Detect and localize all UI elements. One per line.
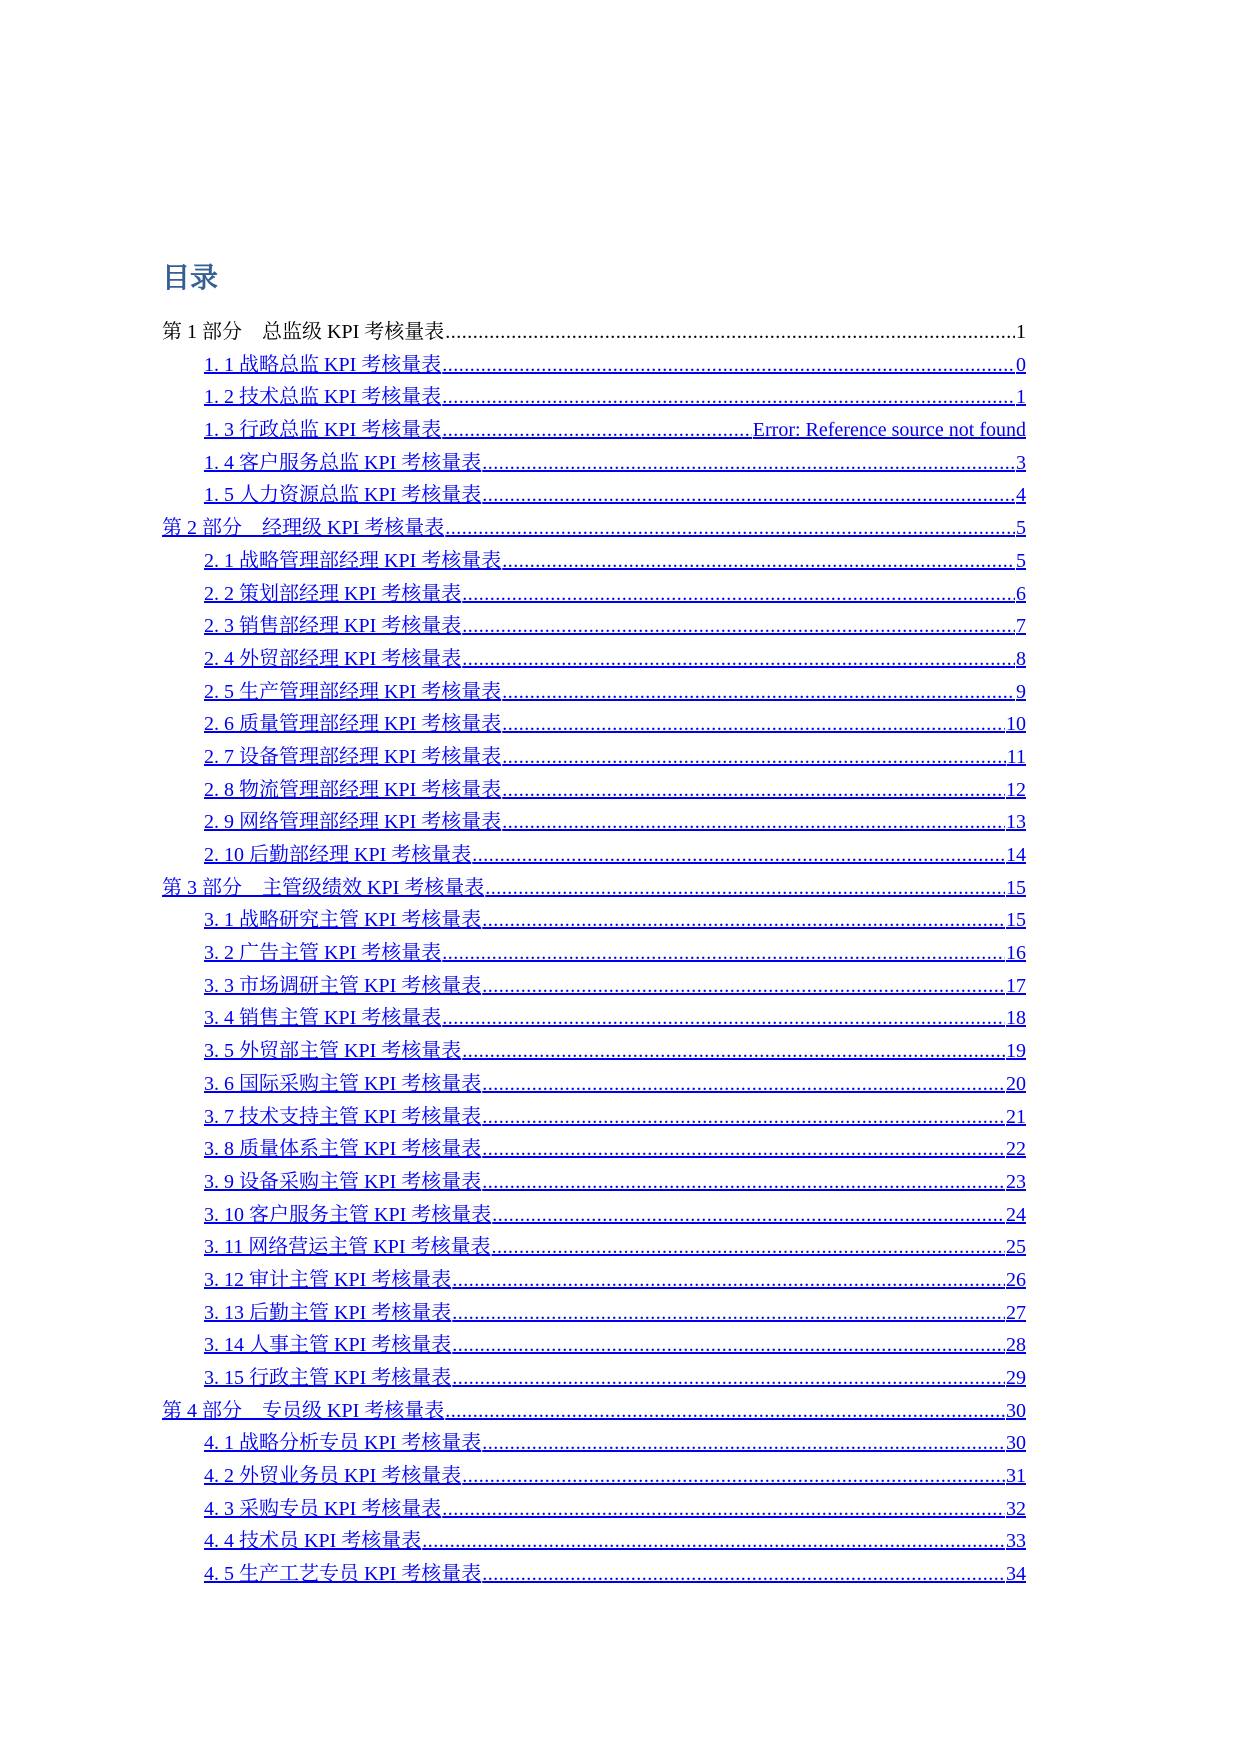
toc-entry-page-number: 7 [1016, 615, 1026, 638]
toc-entry-page-number: 21 [1006, 1105, 1026, 1128]
dot-leader [442, 349, 1015, 382]
toc-entry-label: 3. 14 人事主管 KPI 考核量表 [204, 1334, 452, 1357]
toc-entry-label: 2. 8 物流管理部经理 KPI 考核量表 [204, 778, 502, 801]
dot-leader [491, 1231, 1005, 1264]
toc-entry-page-number: 6 [1016, 582, 1026, 605]
toc-entry-label: 4. 2 外贸业务员 KPI 考核量表 [204, 1465, 462, 1488]
toc-entry-page-number: 30 [1006, 1399, 1026, 1422]
toc-entry-label: 3. 7 技术支持主管 KPI 考核量表 [204, 1105, 482, 1128]
toc-entry-label: 3. 2 广告主管 KPI 考核量表 [204, 942, 442, 965]
toc-entry-page-number: 24 [1006, 1203, 1026, 1226]
toc-entry-page-number: 22 [1006, 1138, 1026, 1161]
toc-entry-page-number: 20 [1006, 1072, 1026, 1095]
toc-section-entry[interactable] [162, 1558, 1026, 1591]
toc-entry-label: 3. 8 质量体系主管 KPI 考核量表 [204, 1138, 482, 1161]
toc-entry-label: 1. 2 技术总监 KPI 考核量表 [204, 386, 442, 409]
toc-entry-page-number: 15 [1006, 876, 1026, 899]
toc-entry-page-number: 0 [1016, 353, 1026, 376]
toc-section-entry[interactable] [162, 1101, 1026, 1134]
table-of-contents [162, 316, 1026, 1591]
dot-leader [472, 839, 1005, 872]
toc-entry-page-number: 33 [1006, 1530, 1026, 1553]
toc-entry-label: 2. 4 外贸部经理 KPI 考核量表 [204, 647, 462, 670]
dot-leader [482, 1133, 1005, 1166]
toc-section-entry[interactable] [162, 545, 1026, 578]
toc-entry-page-number: 28 [1006, 1334, 1026, 1357]
toc-section-entry[interactable] [162, 1362, 1026, 1395]
toc-entry-page-number: 34 [1006, 1563, 1026, 1586]
toc-section-entry[interactable] [162, 708, 1026, 741]
toc-section-entry[interactable] [162, 414, 1026, 447]
toc-entry-label: 第 1 部分 总监级 KPI 考核量表 [162, 321, 445, 343]
toc-entry-page-number: 8 [1016, 647, 1026, 670]
toc-entry-page-number: 10 [1006, 713, 1026, 736]
toc-section-entry[interactable] [162, 1231, 1026, 1264]
toc-entry-label: 第 2 部分 经理级 KPI 考核量表 [162, 517, 445, 540]
toc-entry-page-number: 15 [1006, 909, 1026, 932]
dot-leader [485, 872, 1005, 905]
dot-leader [502, 545, 1015, 578]
toc-entry-page-number: 4 [1016, 484, 1026, 507]
dot-leader [422, 1525, 1005, 1558]
toc-entry-page-number: 3 [1016, 451, 1026, 474]
toc-section-entry[interactable] [162, 1329, 1026, 1362]
toc-entry-label: 3. 6 国际采购主管 KPI 考核量表 [204, 1072, 482, 1095]
toc-section-entry[interactable] [162, 381, 1026, 414]
toc-entry-page-number: 9 [1016, 680, 1026, 703]
dot-leader [462, 1035, 1005, 1068]
dot-leader [482, 1166, 1005, 1199]
toc-section-entry[interactable] [162, 1493, 1026, 1526]
toc-entry-label: 2. 2 策划部经理 KPI 考核量表 [204, 582, 462, 605]
toc-section-entry[interactable] [162, 1264, 1026, 1297]
toc-entry-label: 3. 11 网络营运主管 KPI 考核量表 [204, 1236, 491, 1259]
toc-entry-page-number: Error: Reference source not found [752, 419, 1026, 442]
toc-section-entry[interactable] [162, 839, 1026, 872]
toc-entry-page-number: 16 [1006, 942, 1026, 965]
toc-entry-page-number: 26 [1006, 1268, 1026, 1291]
toc-entry-label: 3. 10 客户服务主管 KPI 考核量表 [204, 1203, 492, 1226]
toc-entry-label: 3. 15 行政主管 KPI 考核量表 [204, 1367, 452, 1389]
toc-entry-page-number: 18 [1006, 1007, 1026, 1030]
toc-entry-page-number: 27 [1006, 1301, 1026, 1324]
toc-entry-page-number: 5 [1016, 517, 1026, 540]
toc-entry-label: 3. 13 后勤主管 KPI 考核量表 [204, 1301, 452, 1324]
toc-entry-label: 4. 4 技术员 KPI 考核量表 [204, 1530, 422, 1553]
dot-leader [452, 1362, 1005, 1395]
dot-leader [442, 1493, 1005, 1526]
toc-entry-label: 3. 5 外贸部主管 KPI 考核量表 [204, 1040, 462, 1063]
toc-section-entry[interactable] [162, 1002, 1026, 1035]
dot-leader [452, 1329, 1005, 1362]
dot-leader [452, 1264, 1005, 1297]
dot-leader [462, 643, 1015, 676]
toc-section-entry[interactable] [162, 676, 1026, 709]
toc-section-entry[interactable] [162, 806, 1026, 839]
toc-entry-label: 2. 10 后勤部经理 KPI 考核量表 [204, 844, 472, 866]
toc-section-entry[interactable] [162, 937, 1026, 970]
toc-entry-label: 2. 9 网络管理部经理 KPI 考核量表 [204, 811, 502, 834]
toc-entry-page-number: 11 [1006, 745, 1026, 768]
dot-leader [445, 316, 1015, 349]
toc-section-entry[interactable] [162, 1133, 1026, 1166]
dot-leader [482, 479, 1015, 512]
toc-entry-page-number: 1 [1016, 321, 1026, 343]
dot-leader [445, 1395, 1005, 1428]
toc-section-entry[interactable] [162, 1297, 1026, 1330]
toc-entry-label: 4. 3 采购专员 KPI 考核量表 [204, 1497, 442, 1520]
toc-entry-page-number: 31 [1006, 1465, 1026, 1488]
dot-leader [442, 414, 752, 447]
toc-entry-label: 1. 5 人力资源总监 KPI 考核量表 [204, 484, 482, 507]
toc-entry-page-number: 32 [1006, 1497, 1026, 1520]
toc-entry-label: 4. 5 生产工艺专员 KPI 考核量表 [204, 1563, 482, 1586]
toc-entry-label: 2. 6 质量管理部经理 KPI 考核量表 [204, 713, 502, 736]
dot-leader [502, 708, 1005, 741]
toc-section-entry[interactable] [162, 1166, 1026, 1199]
toc-entry-page-number: 19 [1006, 1040, 1026, 1063]
toc-entry-page-number: 14 [1006, 844, 1026, 866]
dot-leader [442, 381, 1015, 414]
dot-leader [442, 1002, 1005, 1035]
dot-leader [482, 447, 1015, 480]
dot-leader [502, 806, 1005, 839]
toc-part-entry[interactable] [162, 512, 1026, 545]
toc-heading: 目录 [162, 261, 219, 294]
toc-entry-label: 3. 1 战略研究主管 KPI 考核量表 [204, 909, 482, 932]
toc-section-entry[interactable] [162, 970, 1026, 1003]
dot-leader [482, 1068, 1005, 1101]
dot-leader [482, 1427, 1005, 1460]
toc-section-entry[interactable] [162, 741, 1026, 774]
toc-part-entry[interactable] [162, 1395, 1026, 1428]
dot-leader [502, 741, 1006, 774]
toc-section-entry[interactable] [162, 1525, 1026, 1558]
toc-entry-page-number: 13 [1006, 811, 1026, 834]
toc-section-entry[interactable] [162, 1199, 1026, 1232]
toc-section-entry[interactable] [162, 1035, 1026, 1068]
toc-entry-page-number: 25 [1006, 1236, 1026, 1259]
toc-entry-label: 3. 9 设备采购主管 KPI 考核量表 [204, 1170, 482, 1193]
dot-leader [492, 1199, 1005, 1232]
toc-entry-page-number: 1 [1016, 386, 1026, 409]
toc-entry-label: 2. 7 设备管理部经理 KPI 考核量表 [204, 745, 502, 768]
toc-entry-label: 3. 12 审计主管 KPI 考核量表 [204, 1268, 452, 1291]
toc-entry-label: 4. 1 战略分析专员 KPI 考核量表 [204, 1432, 482, 1455]
toc-section-entry[interactable] [162, 610, 1026, 643]
toc-entry-page-number: 17 [1006, 974, 1026, 997]
toc-section-entry[interactable] [162, 578, 1026, 611]
toc-section-entry[interactable] [162, 447, 1026, 480]
toc-section-entry[interactable] [162, 1460, 1026, 1493]
dot-leader [482, 1101, 1005, 1134]
toc-entry-label: 第 3 部分 主管级绩效 KPI 考核量表 [162, 876, 485, 899]
toc-entry-label: 2. 1 战略管理部经理 KPI 考核量表 [204, 549, 502, 572]
toc-entry-page-number: 5 [1016, 549, 1026, 572]
toc-section-entry[interactable] [162, 643, 1026, 676]
toc-entry-page-number: 29 [1006, 1367, 1026, 1389]
dot-leader [462, 578, 1015, 611]
dot-leader [502, 676, 1015, 709]
dot-leader [445, 512, 1015, 545]
toc-part-entry[interactable] [162, 872, 1026, 905]
toc-entry-label: 3. 3 市场调研主管 KPI 考核量表 [204, 974, 482, 997]
dot-leader [462, 610, 1015, 643]
toc-entry-label: 2. 3 销售部经理 KPI 考核量表 [204, 615, 462, 638]
toc-entry-label: 2. 5 生产管理部经理 KPI 考核量表 [204, 680, 502, 703]
dot-leader [482, 904, 1005, 937]
toc-section-entry[interactable] [162, 1427, 1026, 1460]
toc-entry-page-number: 12 [1006, 778, 1026, 801]
dot-leader [482, 970, 1005, 1003]
toc-entry-label: 第 4 部分 专员级 KPI 考核量表 [162, 1399, 445, 1422]
toc-entry-label: 1. 3 行政总监 KPI 考核量表 [204, 419, 442, 442]
toc-section-entry[interactable] [162, 1068, 1026, 1101]
toc-entry-label: 1. 4 客户服务总监 KPI 考核量表 [204, 451, 482, 474]
toc-entry-page-number: 23 [1006, 1170, 1026, 1193]
dot-leader [442, 937, 1005, 970]
toc-entry-page-number: 30 [1006, 1432, 1026, 1455]
toc-section-entry[interactable] [162, 904, 1026, 937]
dot-leader [452, 1297, 1005, 1330]
toc-section-entry[interactable] [162, 774, 1026, 807]
dot-leader [462, 1460, 1005, 1493]
toc-entry-label: 3. 4 销售主管 KPI 考核量表 [204, 1007, 442, 1030]
toc-entry-label: 1. 1 战略总监 KPI 考核量表 [204, 353, 442, 376]
toc-part-entry [162, 316, 1026, 349]
dot-leader [482, 1558, 1005, 1591]
toc-section-entry[interactable] [162, 349, 1026, 382]
dot-leader [502, 774, 1005, 807]
toc-section-entry[interactable] [162, 479, 1026, 512]
